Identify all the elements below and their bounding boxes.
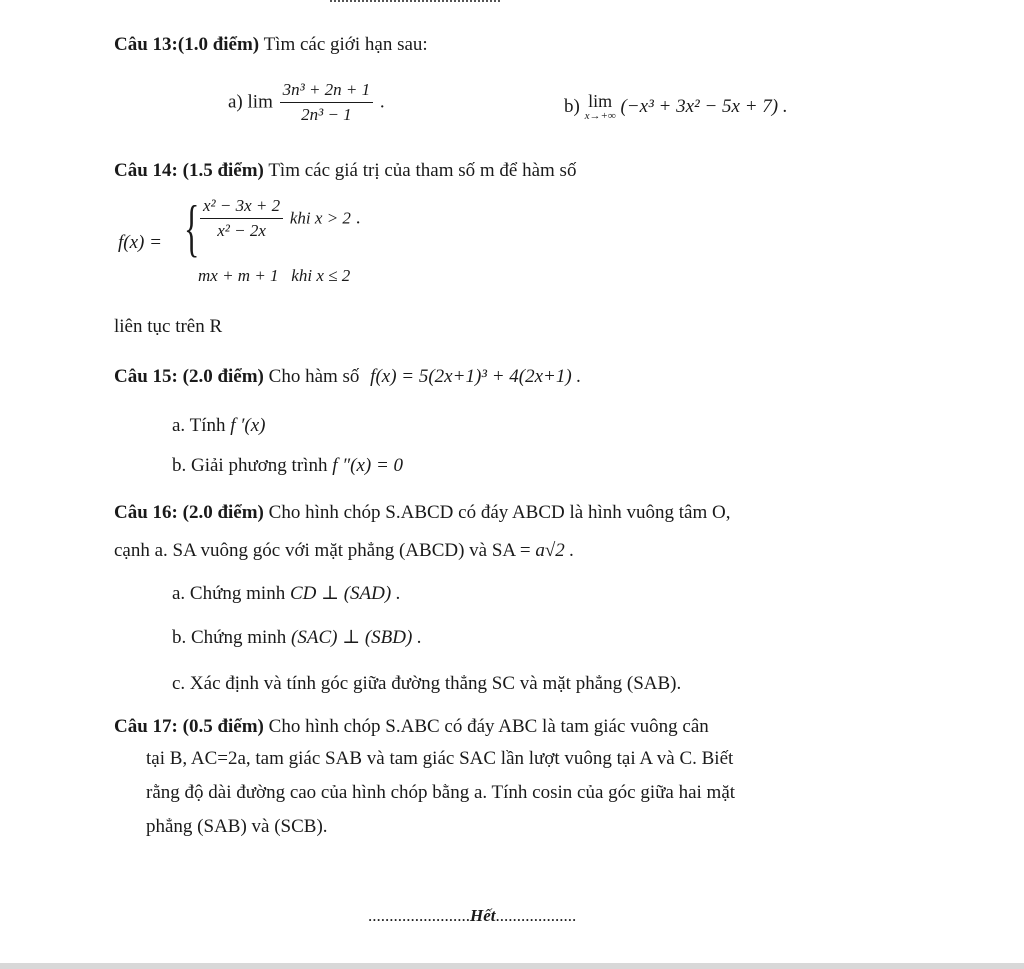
q13-label: Câu 13:(1.0 điểm) (114, 34, 260, 55)
q14-case1-numerator: x² − 3x + 2 (200, 196, 283, 219)
q15-part-a (172, 415, 266, 437)
q14-case2-cond: khi x ≤ 2 (291, 266, 351, 285)
q13-b-lim: lim (588, 91, 613, 111)
q13-part-a (228, 80, 385, 125)
q17-line4: phẳng (SAB) và (SCB). (146, 816, 328, 837)
q13-a-numerator: 3n³ + 2n + 1 (280, 80, 374, 103)
q16-b-text: b. Chứng minh (172, 627, 287, 648)
q15-a-text: a. Tính (172, 415, 226, 436)
q15-a-math: f ′(x) (230, 415, 266, 436)
end-text: Hết (470, 906, 496, 925)
q14-case1 (198, 196, 360, 241)
q14-brace: { (184, 192, 200, 263)
q13-a-lim: lim (247, 91, 273, 113)
q14-case2 (198, 266, 350, 286)
q15-b-math: f ″(x) = 0 (332, 455, 404, 476)
q13-text: Tìm các giới hạn sau: (263, 34, 428, 55)
q14-case1-cond: khi x > 2 (289, 208, 351, 228)
q14-case1-end: . (355, 207, 361, 229)
q14-case1-denominator: x² − 2x (217, 221, 266, 240)
q13-a-fraction (280, 80, 374, 125)
q15-label: Câu 15: (2.0 điểm) (114, 366, 264, 387)
q14-heading (114, 160, 576, 182)
q16-heading (114, 502, 730, 524)
q13-b-limit (585, 92, 616, 122)
q17-label: Câu 17: (0.5 điểm) (114, 716, 264, 737)
top-dotted-line (330, 0, 500, 5)
q16-a-math: CD ⊥ (SAD) . (289, 583, 401, 604)
q15-b-text: b. Giải phương trình (172, 455, 328, 476)
q16-part-a (172, 582, 401, 605)
end-marker (368, 906, 576, 926)
q14-case1-fraction (200, 196, 283, 241)
q14-case2-expr: mx + m + 1 (198, 266, 279, 285)
q16-part-b (172, 626, 422, 649)
q16-text2: cạnh a. SA vuông góc với mặt phẳng (ABCD) và SA = (114, 540, 531, 561)
q16-part-c: c. Xác định và tính góc giữa đường thẳng SC và mặt phẳng (SAB). (172, 673, 682, 694)
q13-b-sub: x→+∞ (584, 110, 616, 122)
end-dots-right: ................... (495, 906, 577, 925)
q17-text1: Cho hình chóp S.ABC có đáy ABC là tam giác vuông cân (268, 716, 709, 737)
q16-text1: Cho hình chóp S.ABCD có đáy ABCD là hình vuông tâm O, (268, 502, 731, 523)
end-dots-left: ........................ (368, 906, 470, 925)
q17-heading (114, 716, 709, 738)
q13-a-end: . (379, 91, 385, 113)
q13-a-denominator: 2n³ − 1 (301, 105, 352, 124)
q16-label: Câu 16: (2.0 điểm) (114, 502, 264, 523)
q14-label: Câu 14: (1.5 điểm) (114, 160, 264, 181)
q13-a-label: a) (228, 91, 243, 113)
q16-text2-math: a√2 . (535, 540, 575, 561)
q15-text: Cho hàm số (268, 366, 360, 387)
q14-text: Tìm các giá trị của tham số m để hàm số (268, 160, 577, 181)
q17-line3: rằng độ dài đường cao của hình chóp bằng a. Tính cosin của góc giữa hai mặt (146, 782, 736, 803)
q15-heading (114, 366, 581, 388)
q13-part-b (564, 92, 788, 122)
q15-part-b (172, 455, 403, 477)
q17-line2: tại B, AC=2a, tam giác SAB và tam giác SAC lần lượt vuông tại A và C. Biết (146, 748, 734, 769)
q16-b-math: (SAC) ⊥ (SBD) . (291, 627, 422, 648)
q14-continuity: liên tục trên R (114, 316, 223, 337)
q13-heading (114, 34, 428, 56)
q16-line2 (114, 540, 574, 562)
q14-fx: f(x) = (118, 232, 162, 253)
bottom-edge (0, 963, 1024, 969)
q15-func: f(x) = 5(2x+1)³ + 4(2x+1) . (370, 366, 582, 387)
q16-a-text: a. Chứng minh (172, 583, 286, 604)
q13-b-label: b) (564, 96, 580, 117)
q13-b-expr: (−x³ + 3x² − 5x + 7) . (620, 96, 788, 117)
